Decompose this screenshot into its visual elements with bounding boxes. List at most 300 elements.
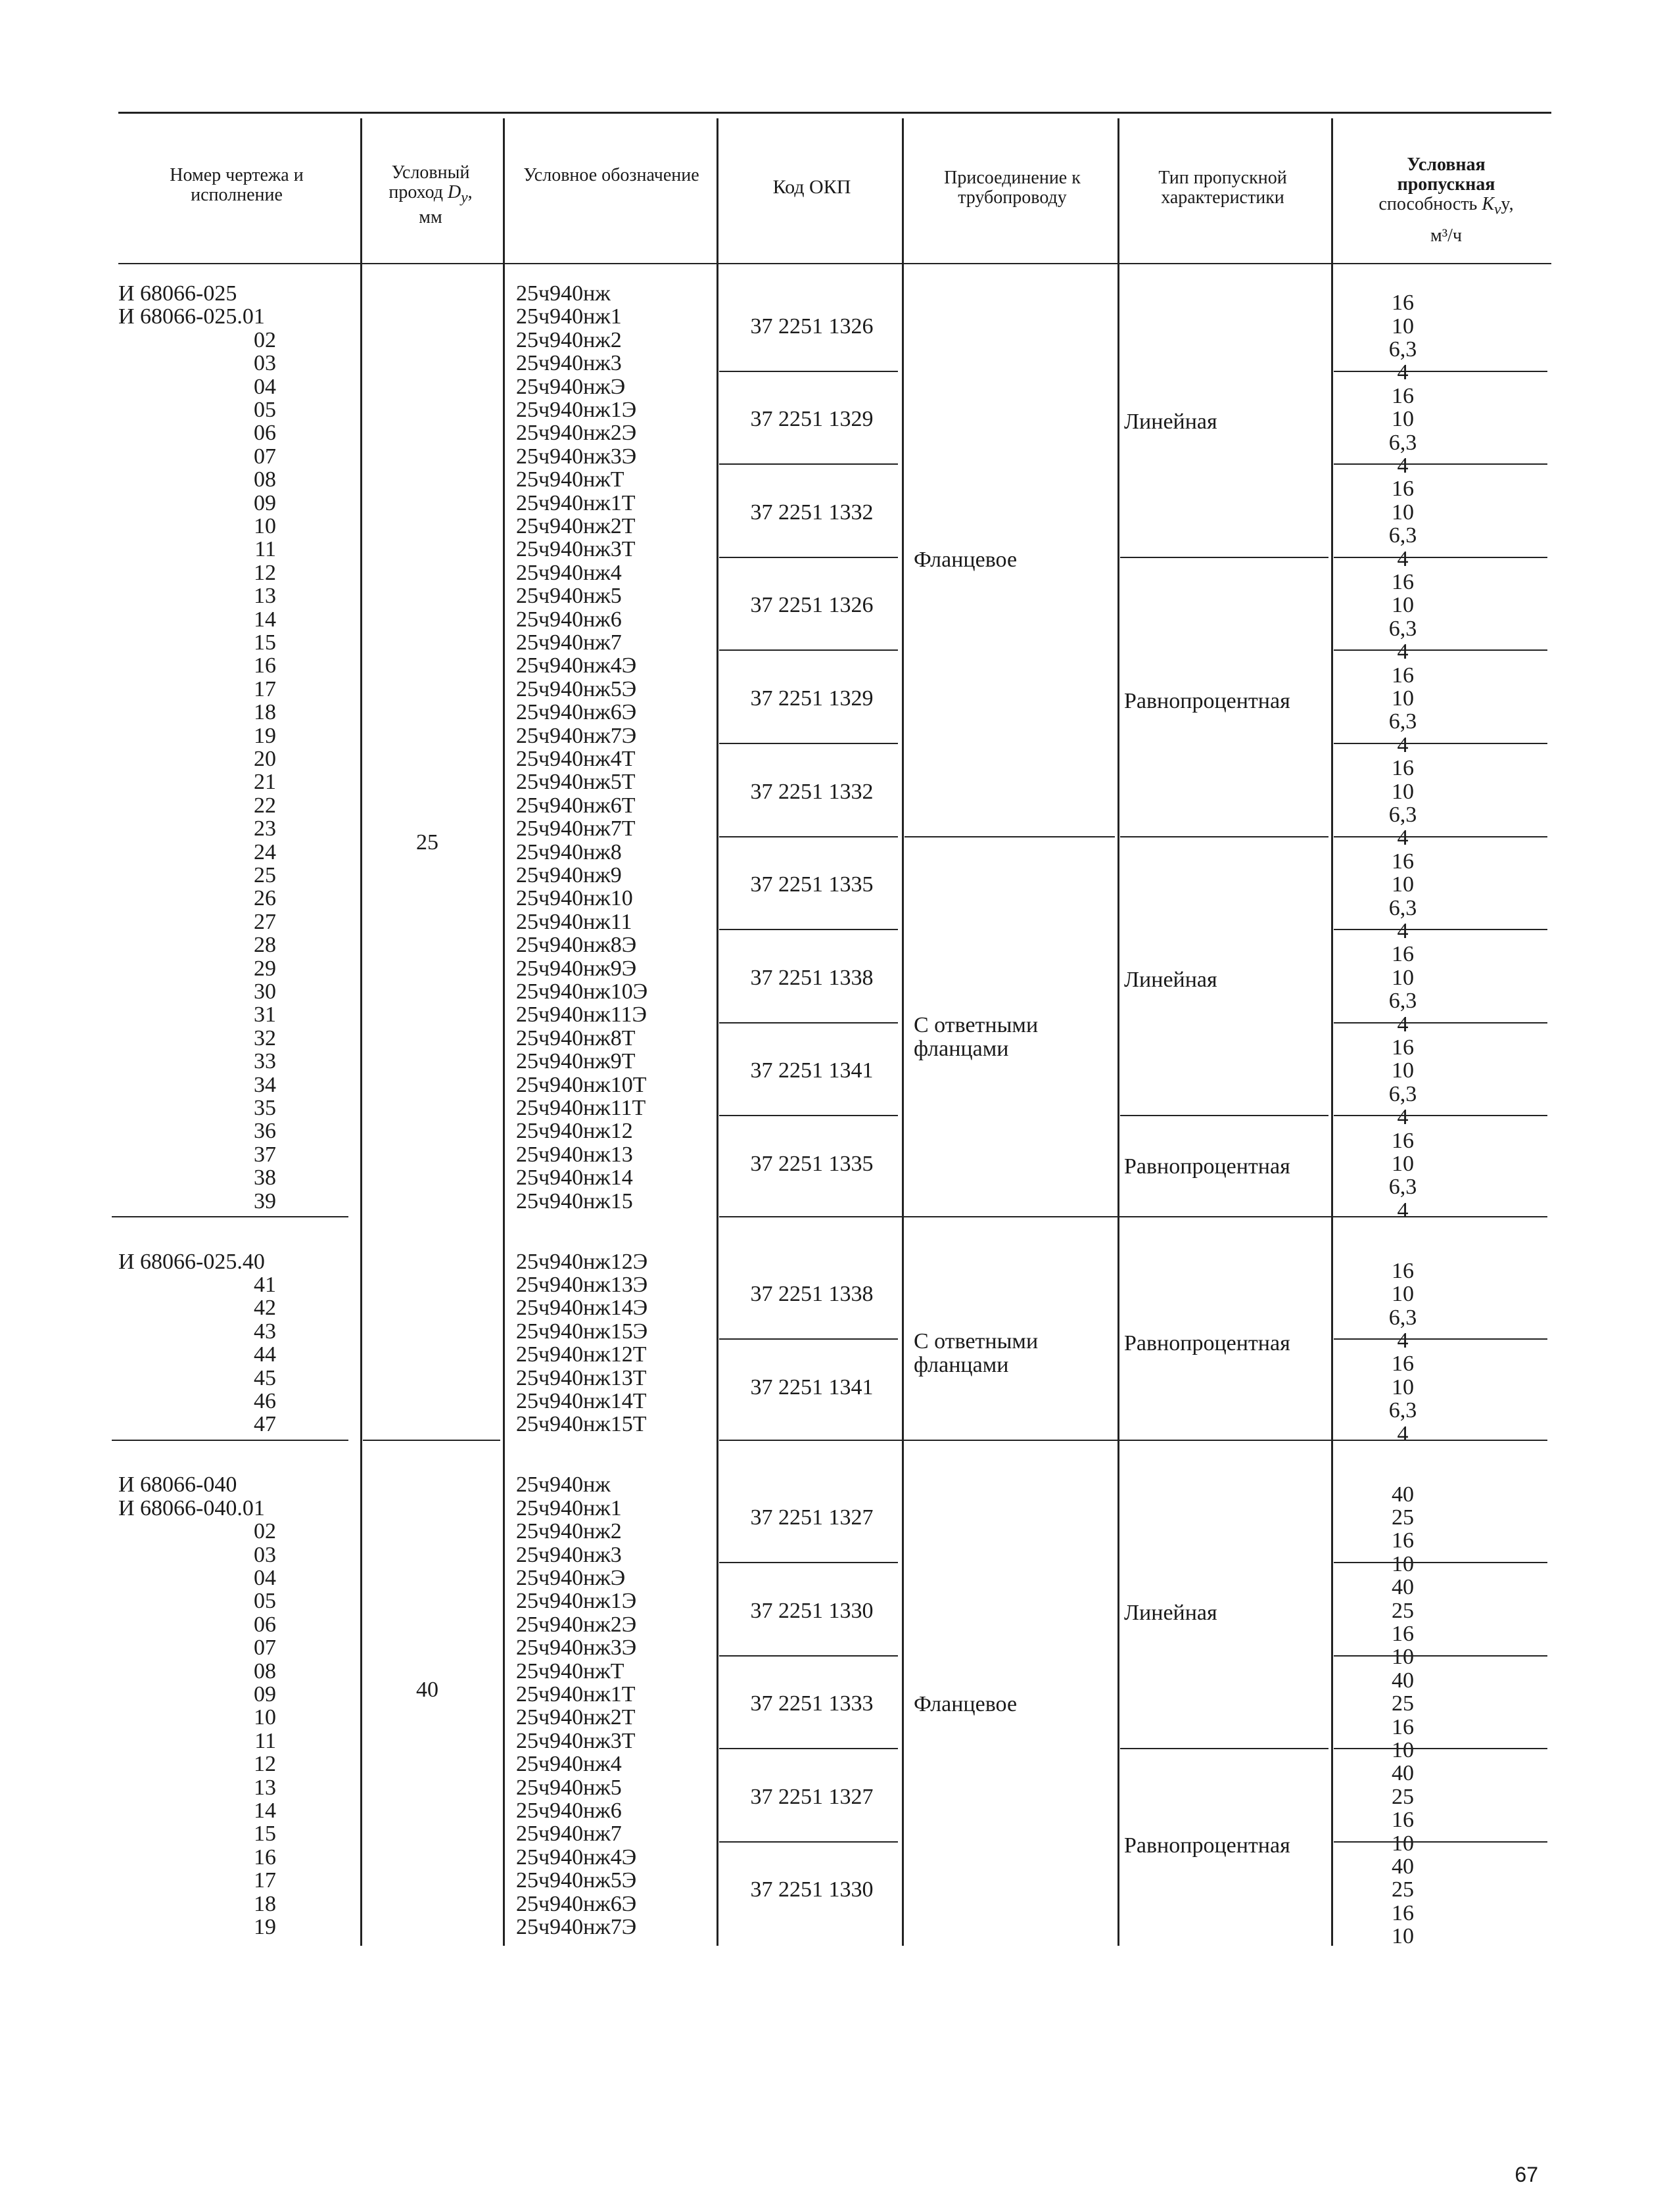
nominal-bore-value: 40 xyxy=(416,1678,438,1702)
drawing-number: 05 xyxy=(254,1589,276,1614)
header-column-rule xyxy=(360,118,362,270)
characteristic-type: Линейная xyxy=(1124,1601,1217,1626)
flow-capacity-value: 4 xyxy=(1397,826,1409,851)
flow-capacity-value: 25 xyxy=(1392,1691,1414,1716)
drawing-number: 31 xyxy=(254,1002,276,1027)
kv-group-rule xyxy=(1334,1338,1547,1340)
flow-capacity-value: 4 xyxy=(1397,1105,1409,1130)
designation-code: 25ч940нж3 xyxy=(516,1542,622,1567)
drawing-number: 09 xyxy=(254,490,276,515)
flow-capacity-value: 10 xyxy=(1392,1282,1414,1307)
block-separator xyxy=(112,1440,348,1441)
header-bore-line1: Условный xyxy=(391,162,470,183)
drawing-number: 42 xyxy=(254,1296,276,1321)
flow-capacity-value: 16 xyxy=(1392,1622,1414,1647)
flow-capacity-value: 10 xyxy=(1392,407,1414,432)
header-bottom-rule xyxy=(118,263,1551,264)
characteristic-type: Линейная xyxy=(1124,409,1217,434)
page-number: 67 xyxy=(1515,2163,1538,2186)
flow-capacity-value: 16 xyxy=(1392,1258,1414,1283)
drawing-number: 07 xyxy=(254,1635,276,1660)
flow-capacity-value: 40 xyxy=(1392,1575,1414,1600)
flow-capacity-value: 16 xyxy=(1392,1714,1414,1739)
header-flow-capacity xyxy=(1334,155,1558,246)
flow-capacity-value: 6,3 xyxy=(1388,1081,1417,1106)
designation-code: 25ч940нж7 xyxy=(516,1822,622,1847)
flow-capacity-value: 40 xyxy=(1392,1668,1414,1693)
flow-capacity-value: 6,3 xyxy=(1388,337,1417,362)
designation-code: 25ч940нж2 xyxy=(516,1519,622,1544)
drawing-number: 22 xyxy=(254,793,276,818)
designation-code: 25ч940нж1 xyxy=(516,1495,622,1520)
header-kv-line1: Условная xyxy=(1407,154,1486,175)
kv-group-rule xyxy=(1334,649,1547,651)
flow-capacity-value: 16 xyxy=(1392,1128,1414,1153)
flow-capacity-value: 16 xyxy=(1392,1808,1414,1833)
nominal-bore-value: 25 xyxy=(416,830,438,855)
okp-group-rule xyxy=(719,929,898,930)
block-separator xyxy=(112,1216,348,1217)
designation-code: 25ч940нж6Э xyxy=(516,700,637,725)
flow-capacity-value: 40 xyxy=(1392,1482,1414,1507)
okp-code: 37 2251 1335 xyxy=(750,872,874,897)
designation-code: 25ч940нж3Э xyxy=(516,444,637,469)
drawing-number: 02 xyxy=(254,327,276,352)
designation-code: 25ч940нж7Э xyxy=(516,723,637,748)
designation-code: 25ч940нж2Э xyxy=(516,421,637,446)
drawing-number: 30 xyxy=(254,979,276,1004)
header-column-rule xyxy=(717,118,718,270)
drawing-number: 35 xyxy=(254,1096,276,1120)
flow-capacity-value: 10 xyxy=(1392,965,1414,990)
designation-code: 25ч940нж4Т xyxy=(516,747,636,771)
characteristic-type: Линейная xyxy=(1124,968,1217,993)
header-designation: Условное обозначение xyxy=(523,165,699,185)
designation-code: 25ч940нж1 xyxy=(516,304,622,329)
designation-code: 25ч940нж5 xyxy=(516,584,622,609)
okp-code: 37 2251 1332 xyxy=(750,500,874,525)
kv-group-rule xyxy=(1334,557,1547,558)
okp-group-rule xyxy=(719,1655,898,1657)
flow-capacity-value: 10 xyxy=(1392,593,1414,618)
flow-capacity-value: 25 xyxy=(1392,1505,1414,1530)
designation-code: 25ч940нж10 xyxy=(516,886,633,911)
okp-code: 37 2251 1333 xyxy=(750,1691,874,1716)
kv-group-rule xyxy=(1334,1841,1547,1843)
drawing-number: 44 xyxy=(254,1342,276,1367)
column-rule xyxy=(1331,263,1333,1946)
designation-code: 25ч940нж8Э xyxy=(516,933,637,958)
designation-code: 25ч940нжЭ xyxy=(516,374,626,399)
drawing-number: 29 xyxy=(254,956,276,981)
flow-capacity-value: 6,3 xyxy=(1388,430,1417,455)
okp-code: 37 2251 1326 xyxy=(750,593,874,618)
flow-capacity-value: 4 xyxy=(1397,453,1409,478)
designation-code: 25ч940нж3Э xyxy=(516,1635,637,1660)
block-separator xyxy=(719,1216,1547,1217)
designation-code: 25ч940нж13Т xyxy=(516,1365,647,1390)
connection-type: С ответными фланцами xyxy=(914,1012,1039,1061)
flow-capacity-value: 40 xyxy=(1392,1761,1414,1786)
connection-rule xyxy=(905,836,1115,837)
flow-capacity-value: 6,3 xyxy=(1388,1175,1417,1200)
okp-group-rule xyxy=(719,743,898,744)
designation-code: 25ч940нж2Э xyxy=(516,1612,637,1637)
header-column-rule xyxy=(503,118,505,270)
designation-code: 25ч940нж6 xyxy=(516,607,622,632)
drawing-number: 08 xyxy=(254,1659,276,1683)
designation-code: 25ч940нж15Т xyxy=(516,1412,647,1437)
drawing-number: 26 xyxy=(254,886,276,911)
drawing-number: 06 xyxy=(254,1612,276,1637)
designation-code: 25ч940нж14 xyxy=(516,1165,633,1190)
designation-code: 25ч940нж2Т xyxy=(516,514,636,538)
flow-capacity-value: 10 xyxy=(1392,500,1414,525)
drawing-number: 46 xyxy=(254,1389,276,1414)
drawing-number: 07 xyxy=(254,444,276,469)
okp-code: 37 2251 1338 xyxy=(750,1282,874,1307)
drawing-number: 02 xyxy=(254,1519,276,1544)
drawing-number: 39 xyxy=(254,1188,276,1213)
flow-capacity-value: 16 xyxy=(1392,1900,1414,1925)
characteristic-rule xyxy=(1120,836,1328,837)
designation-code: 25ч940нж7 xyxy=(516,630,622,655)
okp-group-rule xyxy=(719,1562,898,1563)
kv-group-rule xyxy=(1334,1022,1547,1024)
drawing-number: 11 xyxy=(254,537,276,562)
table-top-rule xyxy=(118,112,1551,114)
flow-capacity-value: 6,3 xyxy=(1388,523,1417,548)
drawing-number: 17 xyxy=(254,676,276,701)
designation-code: 25ч940нж3 xyxy=(516,351,622,376)
drawing-number: 16 xyxy=(254,1845,276,1870)
designation-code: 25ч940нж5 xyxy=(516,1775,622,1800)
designation-code: 25ч940нж13 xyxy=(516,1142,633,1167)
characteristic-type: Равнопроцентная xyxy=(1124,1154,1290,1179)
drawing-number: 10 xyxy=(254,514,276,538)
column-rule xyxy=(360,263,362,1946)
flow-capacity-value: 16 xyxy=(1392,477,1414,502)
flow-capacity-value: 16 xyxy=(1392,663,1414,688)
drawing-number: 33 xyxy=(254,1049,276,1074)
header-kv-line2: пропускная xyxy=(1397,174,1495,195)
flow-capacity-value: 10 xyxy=(1392,686,1414,711)
characteristic-type: Равнопроцентная xyxy=(1124,1330,1290,1355)
designation-code: 25ч940нжЭ xyxy=(516,1566,626,1591)
designation-code: 25ч940нж5Э xyxy=(516,676,637,701)
okp-code: 37 2251 1327 xyxy=(750,1505,874,1530)
block-separator xyxy=(719,1440,1547,1441)
drawing-number: 03 xyxy=(254,351,276,376)
flow-capacity-value: 16 xyxy=(1392,849,1414,874)
flow-capacity-value: 16 xyxy=(1392,383,1414,408)
okp-code: 37 2251 1341 xyxy=(750,1375,874,1400)
drawing-number: 15 xyxy=(254,630,276,655)
okp-code: 37 2251 1341 xyxy=(750,1058,874,1083)
flow-capacity-value: 16 xyxy=(1392,1035,1414,1060)
characteristic-type: Равнопроцентная xyxy=(1124,688,1290,713)
flow-capacity-value: 4 xyxy=(1397,360,1409,385)
drawing-number: 06 xyxy=(254,421,276,446)
drawing-number: 10 xyxy=(254,1705,276,1730)
okp-code: 37 2251 1329 xyxy=(750,407,874,432)
drawing-number: 36 xyxy=(254,1119,276,1144)
designation-code: 25ч940нж1Т xyxy=(516,1682,636,1707)
drawing-number: 12 xyxy=(254,1752,276,1777)
designation-code: 25ч940нжТ xyxy=(516,467,624,492)
okp-group-rule xyxy=(719,1748,898,1749)
column-rule xyxy=(503,263,505,1946)
kv-group-rule xyxy=(1334,1115,1547,1116)
designation-code: 25ч940нж1Т xyxy=(516,490,636,515)
flow-capacity-value: 10 xyxy=(1392,1924,1414,1949)
drawing-number: 18 xyxy=(254,700,276,725)
designation-code: 25ч940нж6Т xyxy=(516,793,636,818)
header-bore-line2: проход $D_y$, xyxy=(388,182,473,206)
flow-capacity-value: 6,3 xyxy=(1388,616,1417,641)
flow-capacity-value: 40 xyxy=(1392,1854,1414,1879)
characteristic-rule xyxy=(1120,557,1328,558)
flow-capacity-value: 6,3 xyxy=(1388,895,1417,920)
drawing-number: 24 xyxy=(254,839,276,864)
designation-code: 25ч940нж1Э xyxy=(516,1589,637,1614)
designation-code: 25ч940нж12Э xyxy=(516,1249,648,1274)
drawing-number: 12 xyxy=(254,560,276,585)
okp-group-rule xyxy=(719,463,898,465)
drawing-number: 47 xyxy=(254,1412,276,1437)
connection-type: Фланцевое xyxy=(914,547,1018,572)
designation-code: 25ч940нж4 xyxy=(516,560,622,585)
designation-code: 25ч940нж1Э xyxy=(516,398,637,422)
drawing-number: 04 xyxy=(254,374,276,399)
okp-code: 37 2251 1330 xyxy=(750,1598,874,1623)
designation-code: 25ч940нж4Э xyxy=(516,653,637,678)
drawing-number: 20 xyxy=(254,747,276,771)
drawing-number: 28 xyxy=(254,933,276,958)
flow-capacity-value: 4 xyxy=(1397,918,1409,943)
drawing-number: 08 xyxy=(254,467,276,492)
designation-code: 25ч940нж2 xyxy=(516,327,622,352)
header-connection: Присоединение к трубопроводу xyxy=(944,168,1081,208)
flow-capacity-value: 25 xyxy=(1392,1598,1414,1623)
kv-group-rule xyxy=(1334,929,1547,930)
flow-capacity-value: 4 xyxy=(1397,640,1409,665)
drawing-number: 25 xyxy=(254,863,276,887)
drawing-number: 32 xyxy=(254,1025,276,1050)
flow-capacity-value: 16 xyxy=(1392,569,1414,594)
header-characteristic-type: Тип пропускной характеристики xyxy=(1158,168,1287,208)
flow-capacity-value: 16 xyxy=(1392,291,1414,316)
designation-code: 25ч940нж12Т xyxy=(516,1342,647,1367)
kv-group-rule xyxy=(1334,1562,1547,1563)
block-separator xyxy=(363,1440,500,1441)
drawing-number: 17 xyxy=(254,1868,276,1893)
header-bore-unit: мм xyxy=(419,206,442,227)
header-okp-code: Код ОКП xyxy=(772,176,851,198)
designation-code: 25ч940нж4Э xyxy=(516,1845,637,1870)
designation-code: 25ч940нж8Т xyxy=(516,1025,636,1050)
drawing-number: 11 xyxy=(254,1728,276,1753)
drawing-number: 14 xyxy=(254,607,276,632)
designation-code: 25ч940нж10Т xyxy=(516,1072,647,1097)
connection-type: С ответными фланцами xyxy=(914,1329,1039,1377)
designation-code: 25ч940нж4 xyxy=(516,1752,622,1777)
drawing-number: 19 xyxy=(254,1915,276,1940)
designation-code: 25ч940нж11 xyxy=(516,909,632,934)
characteristic-type: Равнопроцентная xyxy=(1124,1833,1290,1858)
drawing-number: 21 xyxy=(254,770,276,795)
drawing-number: 18 xyxy=(254,1891,276,1916)
column-rule xyxy=(902,263,904,1946)
drawing-number: 14 xyxy=(254,1799,276,1824)
drawing-number: 19 xyxy=(254,723,276,748)
header-column-rule xyxy=(1331,118,1333,270)
drawing-number: 23 xyxy=(254,816,276,841)
flow-capacity-value: 10 xyxy=(1392,314,1414,339)
designation-code: 25ч940нж9Т xyxy=(516,1049,636,1074)
designation-code: 25ч940нж5Т xyxy=(516,770,636,795)
designation-code: 25ч940нж6Э xyxy=(516,1891,637,1916)
header-column-rule xyxy=(1117,118,1119,270)
flow-capacity-value: 16 xyxy=(1392,942,1414,967)
flow-capacity-value: 6,3 xyxy=(1388,1305,1417,1330)
okp-code: 37 2251 1329 xyxy=(750,686,874,711)
designation-code: 25ч940нж2Т xyxy=(516,1705,636,1730)
designation-code: 25ч940нжТ xyxy=(516,1659,624,1683)
designation-code: 25ч940нж12 xyxy=(516,1119,633,1144)
drawing-number: И 68066-025.40 xyxy=(118,1249,265,1274)
okp-group-rule xyxy=(719,649,898,651)
drawing-number: И 68066-025 xyxy=(118,281,237,306)
okp-code: 37 2251 1338 xyxy=(750,965,874,990)
drawing-number: 15 xyxy=(254,1822,276,1847)
designation-code: 25ч940нж3Т xyxy=(516,537,636,562)
okp-code: 37 2251 1326 xyxy=(750,314,874,339)
designation-code: 25ч940нж13Э xyxy=(516,1273,648,1298)
kv-group-rule xyxy=(1334,743,1547,744)
okp-group-rule xyxy=(719,1115,898,1116)
characteristic-rule xyxy=(1120,1115,1328,1116)
designation-code: 25ч940нж15Э xyxy=(516,1319,648,1344)
okp-group-rule xyxy=(719,836,898,837)
designation-code: 25ч940нж9 xyxy=(516,863,622,887)
header-nominal-bore xyxy=(358,163,503,227)
okp-code: 37 2251 1335 xyxy=(750,1151,874,1176)
designation-code: 25ч940нж7Т xyxy=(516,816,636,841)
designation-code: 25ч940нж xyxy=(516,1472,611,1497)
flow-capacity-value: 16 xyxy=(1392,756,1414,781)
drawing-number: И 68066-040.01 xyxy=(118,1495,265,1520)
flow-capacity-value: 6,3 xyxy=(1388,709,1417,734)
drawing-number: 13 xyxy=(254,584,276,609)
drawing-number: 45 xyxy=(254,1365,276,1390)
column-rule xyxy=(1117,263,1119,1946)
flow-capacity-value: 25 xyxy=(1392,1784,1414,1809)
flow-capacity-value: 4 xyxy=(1397,1421,1409,1446)
drawing-number: 37 xyxy=(254,1142,276,1167)
flow-capacity-value: 6,3 xyxy=(1388,802,1417,827)
flow-capacity-value: 10 xyxy=(1392,1738,1414,1763)
flow-capacity-value: 4 xyxy=(1397,1198,1409,1223)
header-kv-unit: м³/ч xyxy=(1430,225,1462,246)
flow-capacity-value: 10 xyxy=(1392,1831,1414,1856)
designation-code: 25ч940нж3Т xyxy=(516,1728,636,1753)
drawing-number: 34 xyxy=(254,1072,276,1097)
drawing-number: 41 xyxy=(254,1273,276,1298)
designation-code: 25ч940нж7Э xyxy=(516,1915,637,1940)
okp-code: 37 2251 1332 xyxy=(750,779,874,804)
designation-code: 25ч940нж14Э xyxy=(516,1296,648,1321)
drawing-number: 04 xyxy=(254,1566,276,1591)
flow-capacity-value: 10 xyxy=(1392,1151,1414,1176)
flow-capacity-value: 10 xyxy=(1392,1645,1414,1670)
flow-capacity-value: 25 xyxy=(1392,1877,1414,1902)
drawing-number: 43 xyxy=(254,1319,276,1344)
drawing-number: И 68066-040 xyxy=(118,1472,237,1497)
designation-code: 25ч940нж5Э xyxy=(516,1868,637,1893)
designation-code: 25ч940нж11Э xyxy=(516,1002,647,1027)
flow-capacity-value: 4 xyxy=(1397,1012,1409,1037)
designation-code: 25ч940нж15 xyxy=(516,1188,633,1213)
designation-code: 25ч940нж6 xyxy=(516,1799,622,1824)
okp-group-rule xyxy=(719,1841,898,1843)
kv-group-rule xyxy=(1334,1748,1547,1749)
designation-code: 25ч940нж8 xyxy=(516,839,622,864)
designation-code: 25ч940нж xyxy=(516,281,611,306)
kv-group-rule xyxy=(1334,1655,1547,1657)
designation-code: 25ч940нж14Т xyxy=(516,1389,647,1414)
drawing-number: 16 xyxy=(254,653,276,678)
drawing-number: И 68066-025.01 xyxy=(118,304,265,329)
drawing-number: 03 xyxy=(254,1542,276,1567)
flow-capacity-value: 10 xyxy=(1392,1375,1414,1400)
designation-code: 25ч940нж11Т xyxy=(516,1096,646,1120)
okp-group-rule xyxy=(719,371,898,372)
flow-capacity-value: 10 xyxy=(1392,1551,1414,1576)
designation-code: 25ч940нж10Э xyxy=(516,979,648,1004)
okp-group-rule xyxy=(719,557,898,558)
flow-capacity-value: 10 xyxy=(1392,1058,1414,1083)
flow-capacity-value: 10 xyxy=(1392,779,1414,804)
flow-capacity-value: 4 xyxy=(1397,546,1409,571)
flow-capacity-value: 10 xyxy=(1392,872,1414,897)
drawing-number: 09 xyxy=(254,1682,276,1707)
connection-type: Фланцевое xyxy=(914,1692,1018,1717)
okp-group-rule xyxy=(719,1338,898,1340)
drawing-number: 27 xyxy=(254,909,276,934)
okp-code: 37 2251 1327 xyxy=(750,1784,874,1809)
kv-group-rule xyxy=(1334,371,1547,372)
header-column-rule xyxy=(902,118,904,270)
flow-capacity-value: 4 xyxy=(1397,1329,1409,1353)
column-rule xyxy=(717,263,718,1946)
flow-capacity-value: 4 xyxy=(1397,732,1409,757)
drawing-number: 38 xyxy=(254,1165,276,1190)
kv-group-rule xyxy=(1334,463,1547,465)
header-drawing-number: Номер чертежа и исполнение xyxy=(170,165,304,205)
flow-capacity-value: 16 xyxy=(1392,1528,1414,1553)
header-kv-line3: способность $K_vy$, xyxy=(1378,194,1514,218)
kv-group-rule xyxy=(1334,836,1547,837)
flow-capacity-value: 16 xyxy=(1392,1352,1414,1377)
okp-group-rule xyxy=(719,1022,898,1024)
characteristic-rule xyxy=(1120,1748,1328,1749)
drawing-number: 13 xyxy=(254,1775,276,1800)
flow-capacity-value: 6,3 xyxy=(1388,989,1417,1014)
okp-code: 37 2251 1330 xyxy=(750,1877,874,1902)
drawing-number: 05 xyxy=(254,398,276,422)
designation-code: 25ч940нж9Э xyxy=(516,956,637,981)
